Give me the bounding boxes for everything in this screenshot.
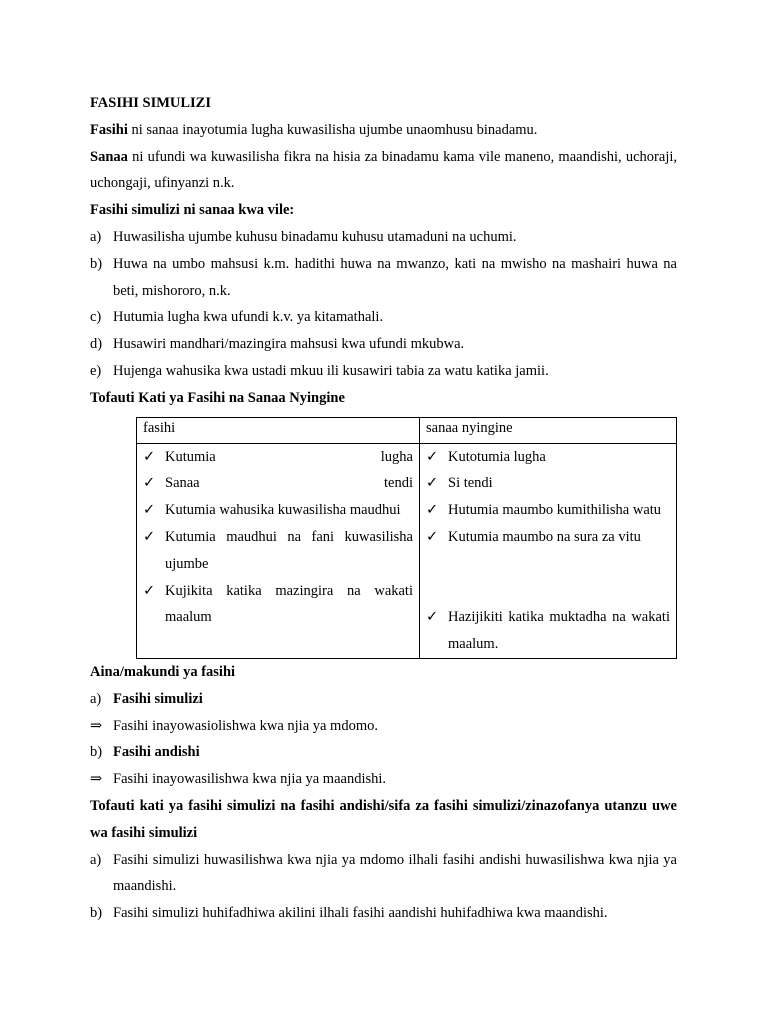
check-item: ✓ Kutotumia lugha: [426, 444, 670, 471]
checkmark-icon: ✓: [143, 582, 156, 599]
check-item: ✓ Hutumia maumbo kumithilisha watu: [426, 497, 670, 524]
check-item: ✓ Kutumia maudhui na fani kuwasilisha ujumbe: [143, 524, 413, 578]
checkmark-icon: ✓: [426, 609, 439, 626]
heading-aina: Aina/makundi ya fasihi: [90, 663, 236, 680]
check-item: ✓ Si tendi: [426, 470, 670, 497]
list-item: ⇒ Fasihi inayowasiolishwa kwa njia ya mdomo.: [90, 713, 677, 740]
check-item: ✓ Kutumia lugha: [143, 444, 413, 471]
list-item: a) Fasihi simulizi: [90, 690, 203, 707]
check-item: ✓ Kutumia maumbo na sura za vitu: [426, 524, 670, 551]
list-item: b) Huwa na umbo mahsusi k.m. hadithi huwa na mwanzo, kati na mwisho na mashairi huwa na beti, mishororo, n.k.: [90, 255, 677, 299]
check-item: ✓ Hazijikiti katika muktadha na wakati maalum.: [426, 604, 670, 658]
table-cell-fasihi: [137, 443, 420, 658]
list-item: ⇒ Fasihi inayowasilishwa kwa njia ya maandishi.: [90, 766, 677, 793]
check-item: ✓ Kujikita katika mazingira na wakati maalum: [143, 578, 413, 632]
term-sanaa: Sanaa: [90, 148, 128, 165]
vile-list: [90, 224, 677, 385]
checkmark-icon: ✓: [143, 502, 156, 519]
definition-fasihi: Fasihi ni sanaa inayotumia lugha kuwasilisha ujumbe unaomhusu binadamu.: [90, 121, 538, 138]
term-fasihi: Fasihi: [90, 121, 128, 138]
checkmark-icon: ✓: [143, 475, 156, 492]
checkmark-icon: ✓: [426, 528, 439, 545]
document-title: FASIHI SIMULIZI: [90, 95, 211, 111]
checkmark-icon: ✓: [426, 502, 439, 519]
comparison-table: [136, 417, 677, 659]
checkmark-icon: ✓: [143, 448, 156, 465]
table-header-fasihi: fasihi: [137, 417, 420, 443]
table-header-row: [137, 417, 677, 443]
list-item: e) Hujenga wahusika kwa ustadi mkuu ili kusawiri tabia za watu katika jamii.: [90, 362, 549, 379]
list-item: a) Huwasilisha ujumbe kuhusu binadamu kuhusu utamaduni na uchumi.: [90, 228, 517, 245]
heading-tofauti-simulizi-andishi: Tofauti kati ya fasihi simulizi na fasihi andishi/sifa za fasihi simulizi/zinazofanya utanzu uwe wa fasihi simulizi: [90, 797, 677, 841]
list-item: b) Fasihi simulizi huhifadhiwa akilini ilhali fasihi aandishi huhifadhiwa kwa maandishi.: [90, 905, 608, 922]
check-item: ✓ Sanaa tendi: [143, 470, 413, 497]
checkmark-icon: ✓: [426, 475, 439, 492]
list-item: c) Hutumia lugha kwa ufundi k.v. ya kitamathali.: [90, 309, 384, 326]
heading-sanaa-kwa-vile: Fasihi simulizi ni sanaa kwa vile:: [90, 202, 295, 219]
table-row: [137, 443, 677, 658]
table-header-sanaa-nyingine: sanaa nyingine: [420, 417, 677, 443]
arrow-icon: ⇒: [90, 771, 103, 788]
arrow-icon: ⇒: [90, 717, 103, 734]
definition-sanaa: Sanaa ni ufundi wa kuwasilisha fikra na hisia za binadamu kama vile maneno, maandishi, uchoraji, uchongaji, ufinyanzi n.k.: [90, 148, 677, 192]
check-item: ✓ Kutumia wahusika kuwasilisha maudhui: [143, 497, 413, 524]
checkmark-icon: ✓: [143, 528, 156, 545]
list-item: b) Fasihi andishi: [90, 744, 200, 761]
list-item: d) Husawiri mandhari/mazingira mahsusi kwa ufundi mkubwa.: [90, 336, 465, 353]
list-item: a) Fasihi simulizi huwasilishwa kwa njia ya mdomo ilhali fasihi andishi huwasilishwa kwa njia ya maandishi.: [90, 851, 677, 895]
heading-tofauti-fasihi-sanaa: Tofauti Kati ya Fasihi na Sanaa Nyingine: [90, 389, 345, 406]
document-page: [90, 90, 677, 927]
table-cell-sanaa-nyingine: [420, 443, 677, 658]
checkmark-icon: ✓: [426, 448, 439, 465]
